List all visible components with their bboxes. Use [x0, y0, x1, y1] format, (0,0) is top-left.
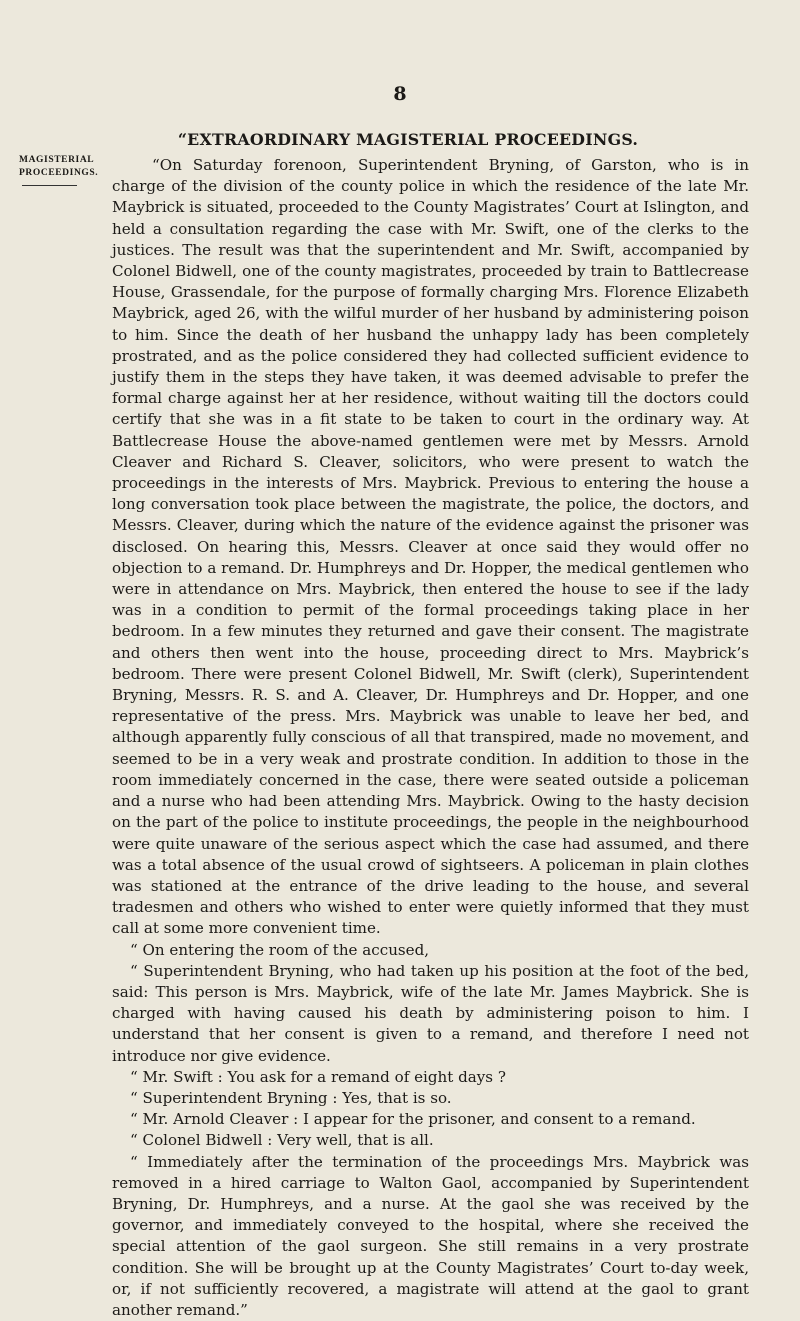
body-text: [112, 155, 749, 1321]
paragraph-superintendent-statement: “ Superintendent Bryning, who had taken up his position at the foot of the bed, said: This person is Mrs. Maybrick, wife of the late Mr. James Maybrick. She is charged with having caused his death by administering poison to him. I understand that her consent is given to a remand, and therefore I need not introduce nor give evidence.: [112, 961, 749, 1065]
section-heading: “EXTRAORDINARY MAGISTERIAL PROCEEDINGS.: [177, 130, 639, 149]
paragraph-entering: “ On entering the room of the accused,: [130, 940, 430, 959]
margin-note: [19, 154, 109, 180]
paragraph-superintendent-reply: “ Superintendent Bryning : Yes, that is so.: [130, 1088, 452, 1107]
paragraph-cleaver-consent: “ Mr. Arnold Cleaver : I appear for the prisoner, and consent to a remand.: [130, 1110, 696, 1129]
margin-note-line-1: MAGISTERIAL: [19, 155, 95, 165]
paragraph-removal: “ Immediately after the termination of the proceedings Mrs. Maybrick was removed in a hired carriage to Walton Gaol, accompanied by Superintendent Bryning, Dr. Humphreys, and a nurse. At the gaol she was received by the governor, and immediately conveyed to the hospital, where she received the special attention of the gaol surgeon. She still remains in a very prostrate condition. She will be brought up at the County Magistrates’ Court to-day week, or, if not sufficiently recovered, a magistrate will attend at the gaol to grant another remand.”: [112, 1152, 749, 1319]
paragraph-report: “On Saturday forenoon, Superintendent Bryning, of Garston, who is in charge of the division of the county police in which the residence of the late Mr. Maybrick is situated, proceeded to the County Magistrates’ Court at Islington, and held a consultation regarding the case with Mr. Swift, one of the clerks to the justices. The result was that the superintendent and Mr. Swift, accompanied by Colonel Bidwell, one of the county magistrates, proceeded by train to Battlecrease House, Grassendale, for the purpose of formally charging Mrs. Florence Elizabeth Maybrick, aged 26, with the wilful murder of her husband by administering poison to him. Since the death of her husband the unhappy lady has been completely prostrated, and as the police considered they had collected sufficient evidence to justify them in the steps they have taken, it was deemed advisable to prefer the formal charge against her at her residence, without waiting till the doctors could certify that she was in a fit state to be taken to court in the ordinary way. At Battlecrease House the above-named gentlemen were met by Messrs. Arnold Cleaver and Richard S. Cleaver, solicitors, who were present to watch the proceedings in the interests of Mrs. Maybrick. Previous to entering the house a long conversation took place between the magistrate, the police, the doctors, and Messrs. Cleaver, during which the nature of the evidence against the prisoner was disclosed. On hearing this, Messrs. Cleaver at once said they would offer no objection to a remand. Dr. Humphreys and Dr. Hopper, the medical gentlemen who were in attendance on Mrs. Maybrick, then entered the house to see if the lady was in a condition to permit of the formal proceedings taking place in her bedroom. In a few minutes they returned and gave their consent. The magistrate and others then went into the house, proceeding direct to Mrs. Maybrick’s bedroom. There were present Colonel Bidwell, Mr. Swift (clerk), Superintendent Bryning, Messrs. R. S. and A. Cleaver, Dr. Humphreys and Dr. Hopper, and one representative of the press. Mrs. Maybrick was unable to leave her bed, and although apparently fully conscious of all that transpired, made no movement, and seemed to be in a very weak and prostrate condition. In addition to those in the room immediately concerned in the case, there were seated outside a policeman and a nurse who had been attending Mrs. Maybrick. Owing to the hasty decision on the part of the police to institute proceedings, the people in the neighbourhood were quite unaware of the serious aspect which the case had assumed, and there was a total absence of the usual crowd of sightseers. A policeman in plain clothes was stationed at the entrance of the drive leading to the house, and several tradesmen and others who wished to enter were quietly informed that they must call at some more convenient time.: [112, 156, 749, 938]
page-number: 8: [393, 83, 407, 105]
paragraph-bidwell: “ Colonel Bidwell : Very well, that is all.: [130, 1131, 434, 1150]
margin-rule: [22, 185, 77, 186]
paragraph-swift-question: “ Mr. Swift : You ask for a remand of eight days ?: [130, 1067, 506, 1086]
margin-note-line-2: PROCEEDINGS.: [19, 168, 99, 178]
